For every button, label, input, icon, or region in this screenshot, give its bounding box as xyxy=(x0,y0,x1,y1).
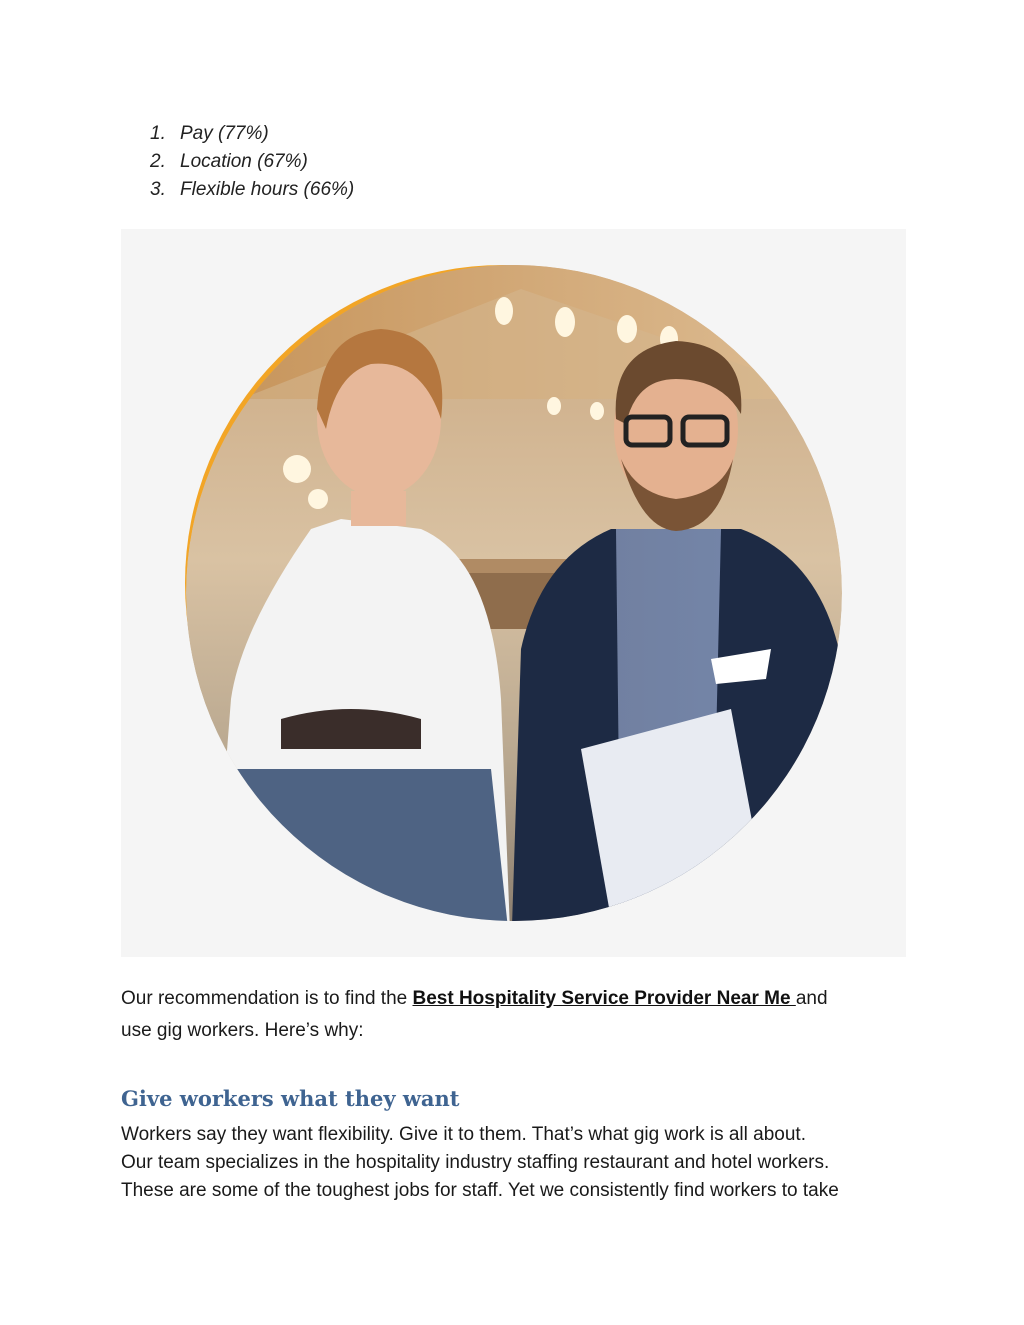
priority-list xyxy=(150,120,354,204)
list-item: 1. Pay (77%) xyxy=(150,123,269,144)
body-line-2: Our team specializes in the hospitality industry staffing restaurant and hotel workers. xyxy=(121,1152,830,1173)
hospitality-staff-photo xyxy=(121,229,906,957)
body-line-3: These are some of the toughest jobs for staff. Yet we consistently find workers to take xyxy=(121,1180,839,1201)
recommendation-line-2: use gig workers. Here’s why: xyxy=(121,1020,364,1041)
list-item: 2. Location (67%) xyxy=(150,151,308,172)
recommendation-paragraph: Our recommendation is to find the Best Hospitality Service Provider Near Me and xyxy=(121,988,828,1009)
list-item: 3. Flexible hours (66%) xyxy=(150,179,355,200)
section-heading: Give workers what they want xyxy=(121,1086,460,1111)
best-hospitality-provider-link[interactable]: Best Hospitality Service Provider Near Me xyxy=(412,988,796,1009)
body-line-1: Workers say they want flexibility. Give it to them. That’s what gig work is all about. xyxy=(121,1124,806,1145)
photo-illustration xyxy=(121,229,906,957)
